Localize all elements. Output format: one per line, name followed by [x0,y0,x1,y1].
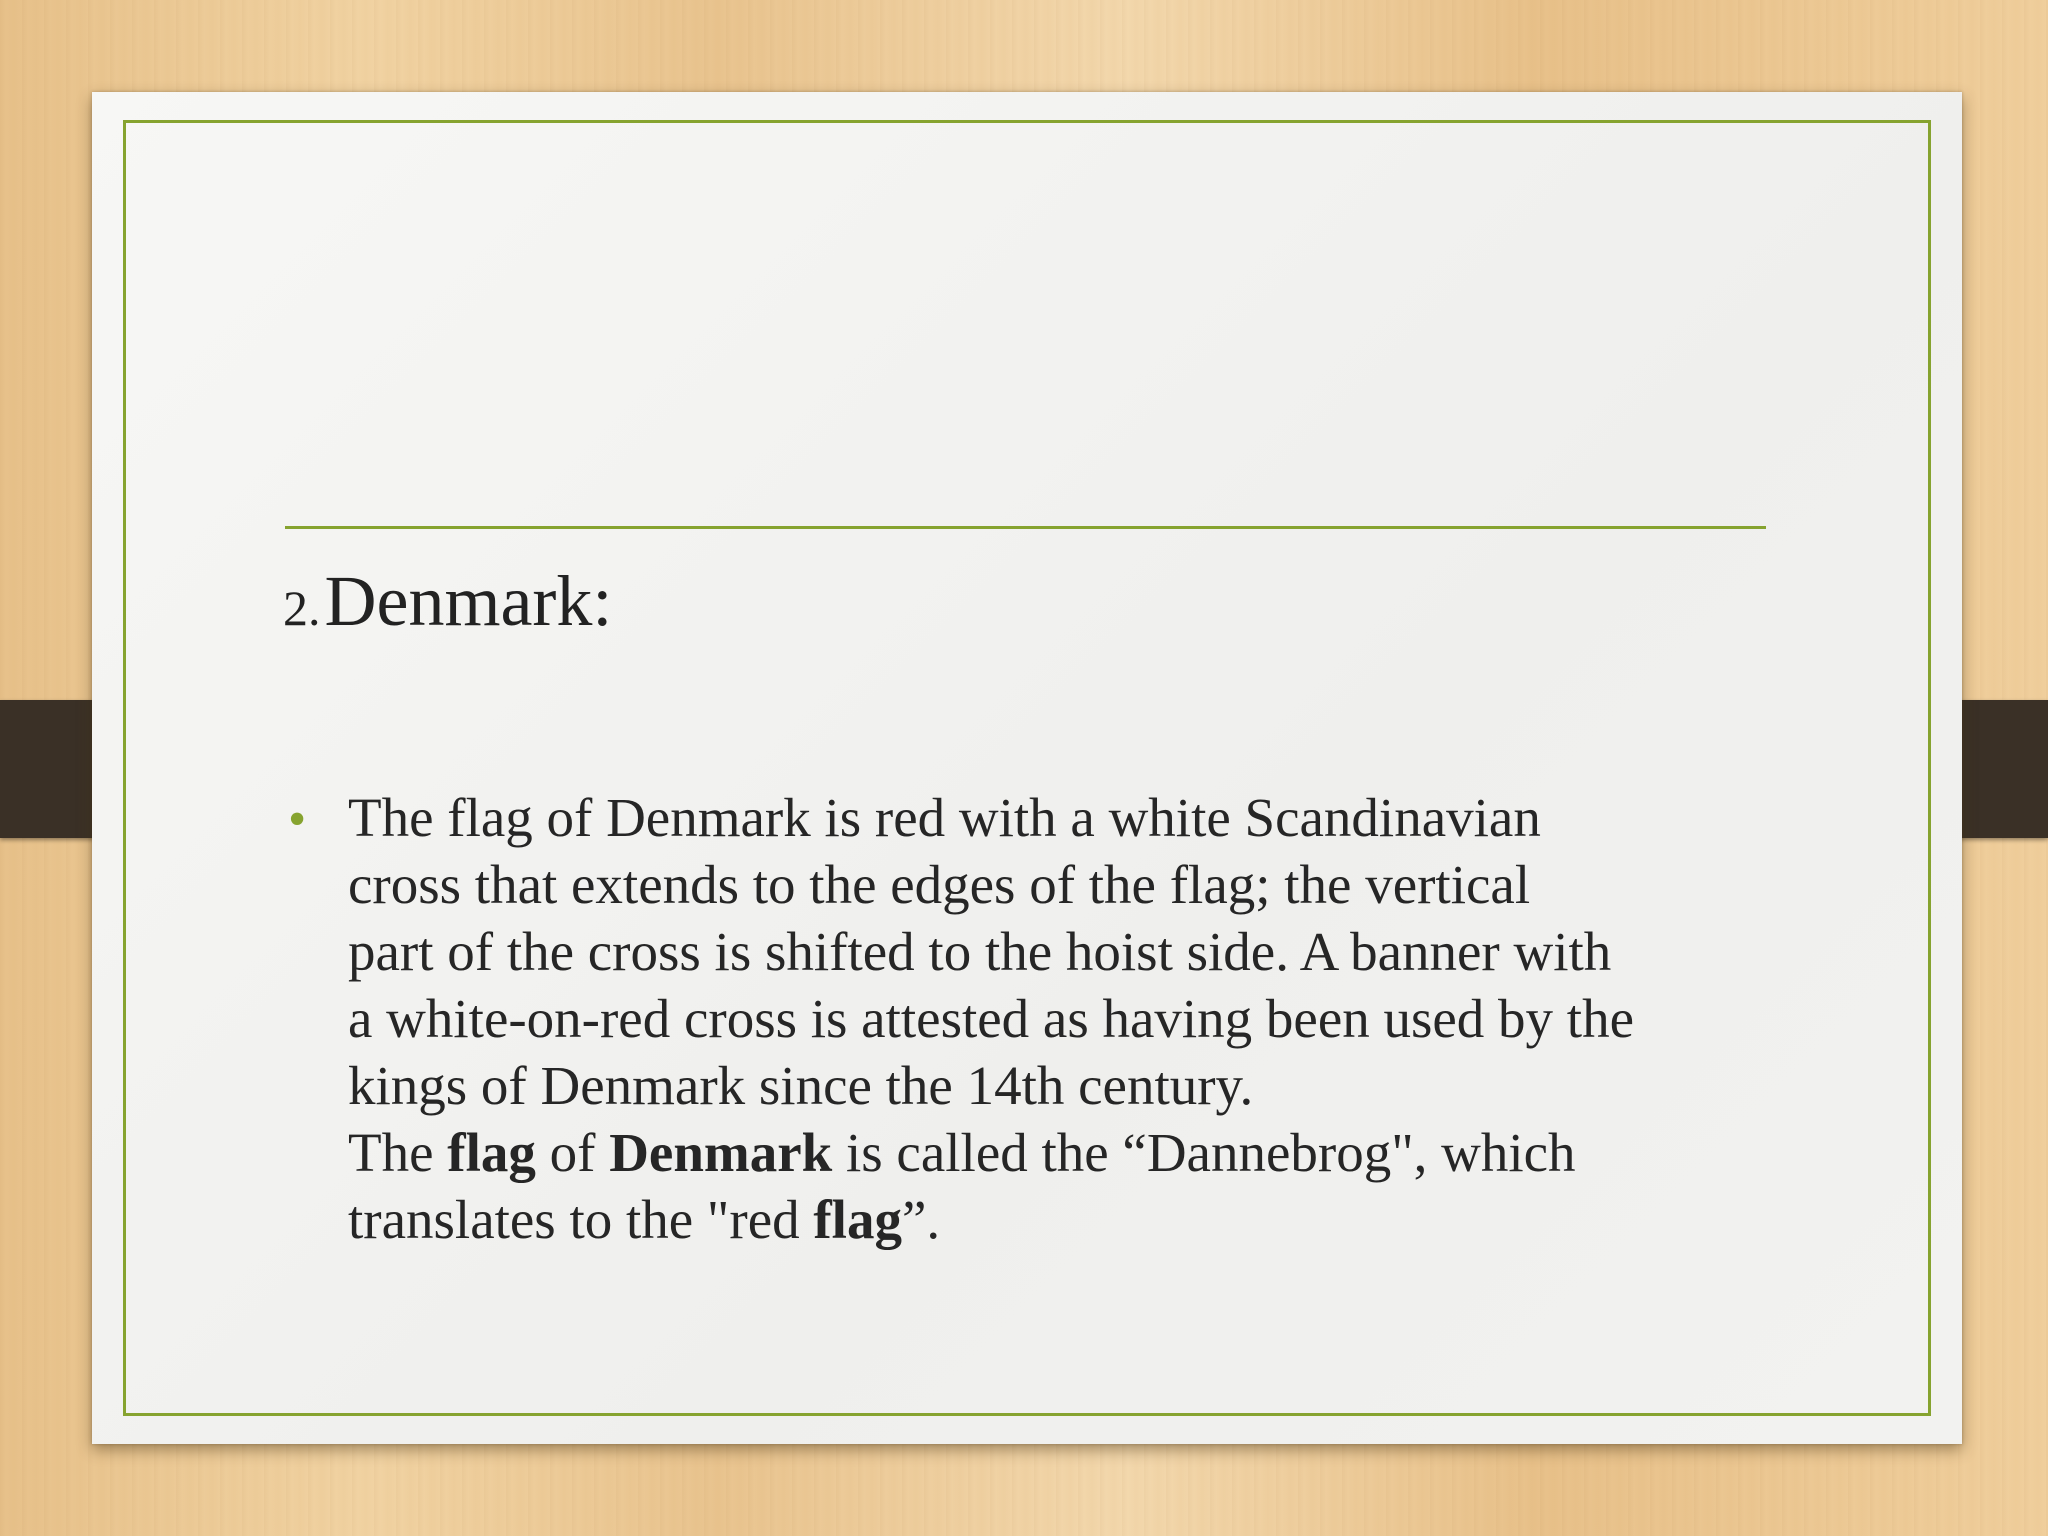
bullet-icon: • [288,791,307,848]
paragraph-line: kings of Denmark since the 14th century. [348,1055,1254,1116]
slide-title [283,560,612,643]
bold-flag: flag [813,1189,902,1250]
paragraph-line: cross that extends to the edges of the flag; the vertical [348,854,1531,915]
title-number: 2. [283,580,321,636]
bold-flag: flag [447,1122,536,1183]
translation-line [348,1186,1788,1253]
text-run: ”. [901,1189,941,1250]
text-run: translates to the "red [348,1189,814,1250]
paragraph-line: The flag of Denmark is red with a white Scandinavian [348,787,1541,848]
title-name: Denmark: [324,561,613,641]
text-run: is called the “Dannebrog", which [832,1122,1576,1183]
paragraph-line: part of the cross is shifted to the hoist side. A banner with [348,921,1612,982]
title-divider [285,526,1766,529]
paragraph-line: a white-on-red cross is attested as having been used by the [348,988,1635,1049]
dannebrog-line [348,1119,1788,1186]
text-run: of [535,1122,610,1183]
bold-denmark: Denmark [609,1122,833,1183]
text-run: The [348,1122,448,1183]
bullet-paragraph [348,784,1788,1253]
